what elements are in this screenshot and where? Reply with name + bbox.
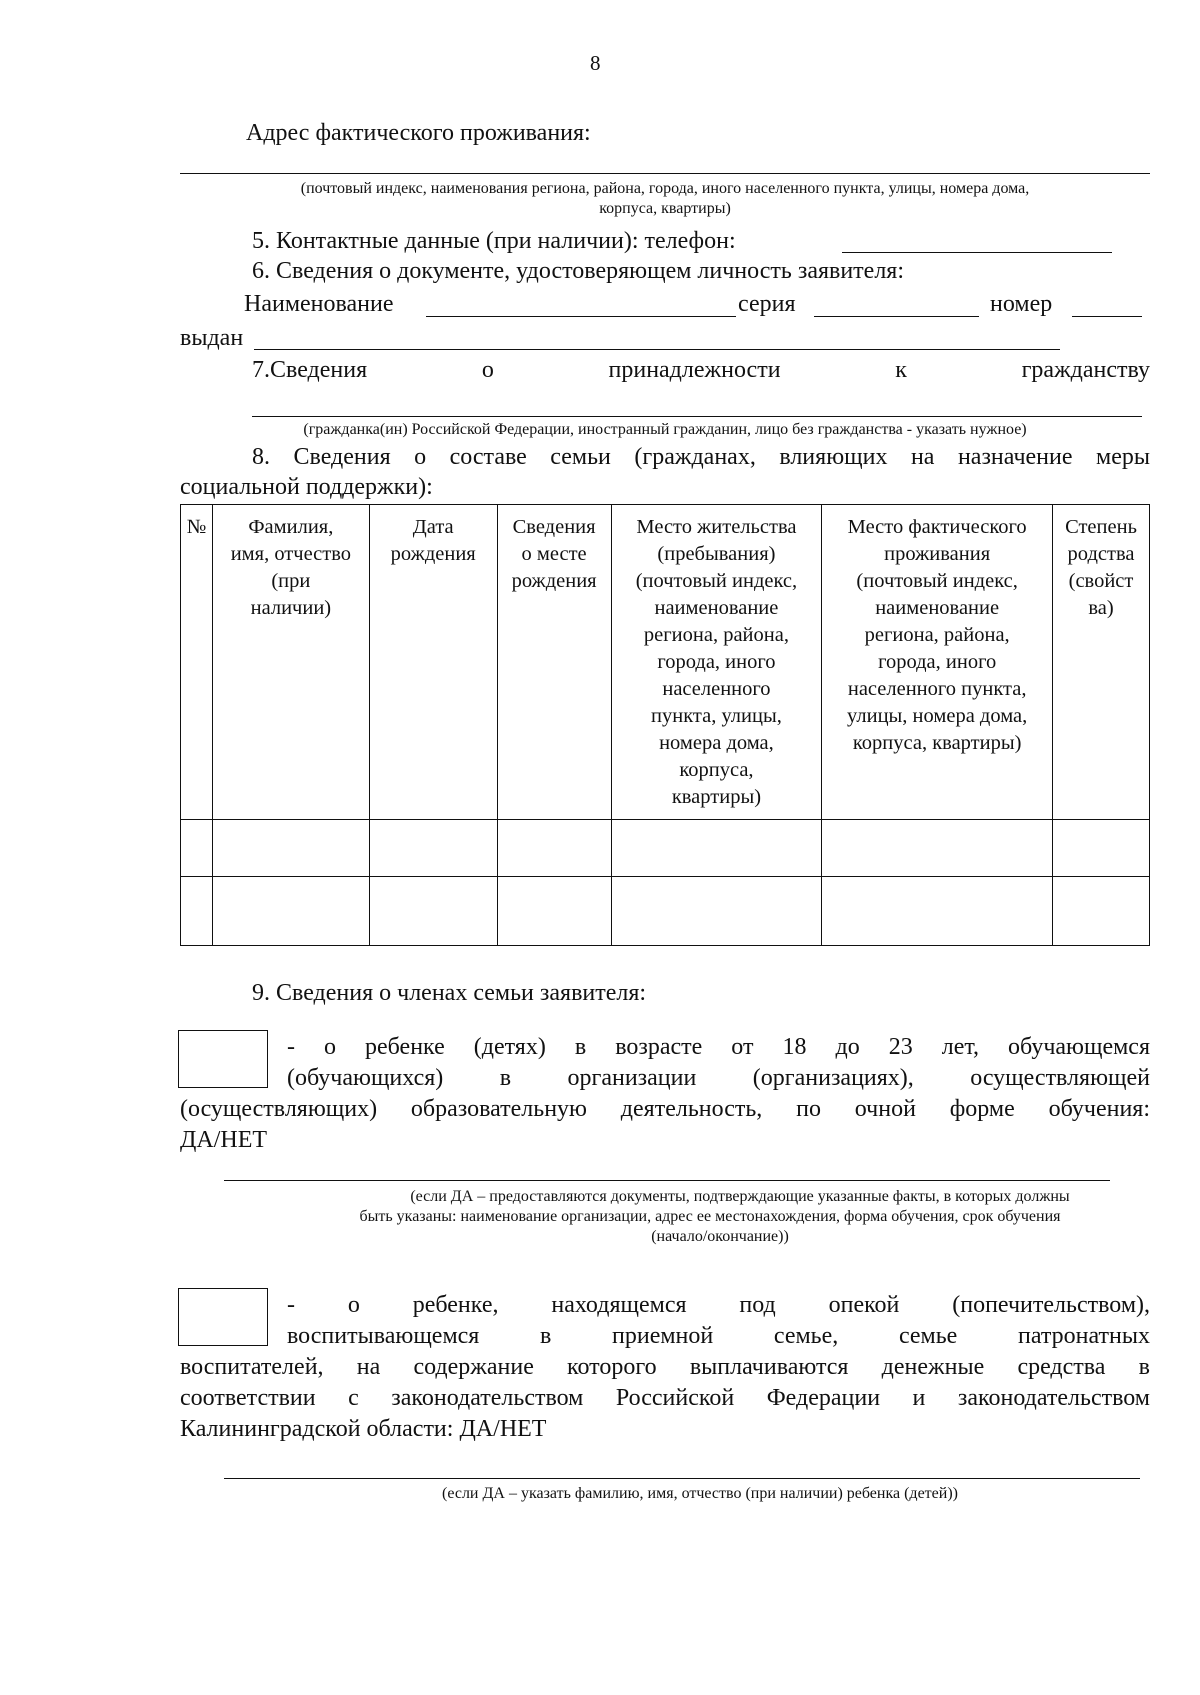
header-text-line: о месте xyxy=(521,543,587,565)
header-text-line: города, иного xyxy=(878,651,997,673)
address-hint-line1: (почтовый индекс, наименования региона, района, города, иного населенного пункта, улицы, номера дома, xyxy=(300,180,1030,197)
item1-hint xyxy=(180,1187,1150,1247)
item1-hint-line3: (начало/окончание)) xyxy=(651,1228,789,1245)
number-input-line[interactable] xyxy=(1072,316,1142,317)
page-number: 8 xyxy=(590,51,601,75)
table-cell[interactable] xyxy=(822,877,1053,946)
table-cell[interactable] xyxy=(181,877,213,946)
address-input-line[interactable] xyxy=(180,173,1150,174)
contacts-label: 5. Контактные данные (при наличии): телефон: xyxy=(252,228,736,254)
item2-hint: (если ДА – указать фамилию, имя, отчество (при наличии) ребенка (детей)) xyxy=(442,1485,958,1502)
header-text-line: ва) xyxy=(1088,597,1114,619)
header-text-line: имя, отчество xyxy=(230,543,352,565)
table-cell[interactable] xyxy=(212,820,369,877)
citizenship-word-5: гражданству xyxy=(1021,357,1151,383)
header-text-line: наименование xyxy=(654,597,779,619)
item1-line2: (обучающихся) в организации (организациях), осуществляющей xyxy=(287,1065,1150,1091)
item2-input-line[interactable] xyxy=(224,1478,1140,1479)
item2-line1: - о ребенке, находящемся под опекой (попечительством), xyxy=(287,1292,1150,1318)
header-text-line: корпуса, квартиры) xyxy=(852,732,1022,754)
item1-line1: - о ребенке (детях) в возрасте от 18 до 23 лет, обучающемся xyxy=(287,1034,1150,1060)
header-text-line: наличии) xyxy=(250,597,332,619)
column-residence xyxy=(611,505,822,820)
citizenship-word-4: к xyxy=(895,357,907,383)
header-text-line: Степень xyxy=(1065,516,1137,538)
header-text-line: рождения xyxy=(390,543,476,565)
table-cell[interactable] xyxy=(212,877,369,946)
header-text-line: рождения xyxy=(511,570,597,592)
citizenship-row xyxy=(252,355,1150,385)
document-name-input-line[interactable] xyxy=(426,316,736,317)
number-label: номер xyxy=(990,291,1053,317)
header-text-line: Сведения xyxy=(512,516,596,538)
item2-line5: Калининградской области: ДА/НЕТ xyxy=(180,1416,547,1442)
series-label: серия xyxy=(738,291,796,317)
header-text-line: Дата xyxy=(412,516,454,538)
table-cell[interactable] xyxy=(369,820,497,877)
citizenship-word-3: принадлежности xyxy=(608,357,781,383)
item2-line2: воспитывающемся в приемной семье, семье патронатных xyxy=(287,1323,1150,1349)
address-hint xyxy=(180,179,1150,219)
table-cell[interactable] xyxy=(497,877,611,946)
identity-heading: 6. Сведения о документе, удостоверяющем личность заявителя: xyxy=(252,258,905,284)
issued-label: выдан xyxy=(180,325,244,351)
table-cell[interactable] xyxy=(497,820,611,877)
address-hint-line2: корпуса, квартиры) xyxy=(599,200,731,217)
table-cell[interactable] xyxy=(1053,820,1150,877)
header-text-line: населенного xyxy=(662,678,771,700)
header-text-line: Место фактического xyxy=(847,516,1027,538)
table-cell[interactable] xyxy=(611,877,822,946)
table-cell[interactable] xyxy=(822,820,1053,877)
citizenship-word-1: 7.Сведения xyxy=(252,357,368,383)
header-text-line: (почтовый индекс, xyxy=(856,570,1018,592)
header-text-line: Фамилия, xyxy=(248,516,334,538)
column-kinship xyxy=(1053,505,1150,820)
table-row xyxy=(181,820,1150,877)
header-text-line: населенного пункта, xyxy=(847,678,1027,700)
family-table-header xyxy=(181,505,1150,820)
header-text-line: проживания xyxy=(884,543,991,565)
header-text-line: квартиры) xyxy=(671,786,762,808)
table-cell[interactable] xyxy=(369,877,497,946)
column-full-name xyxy=(212,505,369,820)
column-birth-date xyxy=(369,505,497,820)
header-text-line: пункта, улицы, xyxy=(651,705,782,727)
citizenship-hint: (гражданка(ин) Российской Федерации, иностранный гражданин, лицо без гражданства - указать нужное) xyxy=(303,421,1027,438)
item1-input-line[interactable] xyxy=(224,1180,1110,1181)
table-row xyxy=(181,877,1150,946)
header-text-line: Место жительства xyxy=(636,516,797,538)
header-text-line: города, иного xyxy=(657,651,776,673)
citizenship-input-line[interactable] xyxy=(252,416,1142,417)
item1-line4: ДА/НЕТ xyxy=(180,1127,268,1153)
table-cell[interactable] xyxy=(181,820,213,877)
item2-text xyxy=(180,1290,1150,1445)
header-text-line: улицы, номера дома, xyxy=(847,705,1028,727)
item1-line3: (осуществляющих) образовательную деятельность, по очной форме обучения: xyxy=(180,1096,1150,1122)
citizenship-word-2: о xyxy=(481,357,494,383)
table-cell[interactable] xyxy=(611,820,822,877)
header-text-line: номера дома, xyxy=(659,732,774,754)
item1-hint-line2: быть указаны: наименование организации, адрес ее местонахождения, форма обучения, срок обучения xyxy=(359,1208,1061,1225)
table-cell[interactable] xyxy=(1053,877,1150,946)
address-label: Адрес фактического проживания: xyxy=(246,120,591,146)
family-heading-line1: 8. Сведения о составе семьи (гражданах, влияющих на назначение меры xyxy=(252,444,1150,470)
issued-input-line[interactable] xyxy=(254,349,1060,350)
header-text-line: региона, района, xyxy=(643,624,789,646)
document-name-label: Наименование xyxy=(244,291,394,317)
item2-line3: воспитателей, на содержание которого выплачиваются денежные средства в xyxy=(180,1354,1150,1380)
header-text-line: наименование xyxy=(875,597,1000,619)
item1-hint-line1: (если ДА – предоставляются документы, подтверждающие указанные факты, в которых должны xyxy=(410,1188,1070,1205)
column-birth-place xyxy=(497,505,611,820)
column-number xyxy=(181,505,213,820)
header-text-line: родства xyxy=(1067,543,1135,565)
item1-text xyxy=(180,1032,1150,1156)
header-text-line: региона, района, xyxy=(864,624,1010,646)
item2-line4: соответствии с законодательством Российской Федерации и законодательством xyxy=(180,1385,1150,1411)
header-text-line: № xyxy=(186,516,207,538)
header-text-line: (почтовый индекс, xyxy=(635,570,798,592)
phone-input-line[interactable] xyxy=(842,252,1112,253)
members-heading: 9. Сведения о членах семьи заявителя: xyxy=(252,980,647,1006)
family-heading-line2: социальной поддержки): xyxy=(180,474,433,500)
family-table xyxy=(180,504,1150,946)
series-input-line[interactable] xyxy=(814,316,979,317)
header-text-line: (свойст xyxy=(1068,570,1134,592)
column-actual-residence xyxy=(822,505,1053,820)
header-text-line: (при xyxy=(271,570,311,592)
header-text-line: (пребывания) xyxy=(657,543,776,565)
header-text-line: корпуса, xyxy=(679,759,754,781)
